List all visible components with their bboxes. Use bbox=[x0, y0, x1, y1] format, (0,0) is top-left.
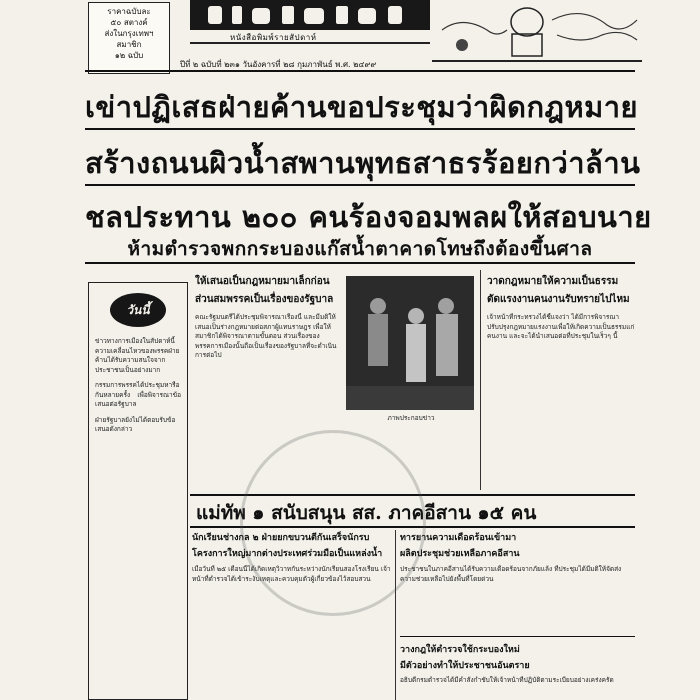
cartoon-illustration-icon bbox=[432, 0, 642, 60]
photo-caption: ภาพประกอบข่าว bbox=[387, 414, 435, 422]
headline-divider bbox=[85, 184, 635, 186]
article-body: อธิบดีกรมตำรวจได้มีคำสั่งกำชับให้เจ้าหน้าที่ปฏิบัติตามระเบียบอย่างเคร่งครัด bbox=[400, 676, 614, 684]
editorial-body bbox=[89, 333, 187, 445]
article-body: เจ้าหน้าที่กระทรวงได้ชี้แจงว่า ได้มีการพิจารณาปรับปรุงกฎหมายแรงงานเพื่อให้เกิดความเป็นธรรมแก่คนงาน และจะได้นำเสนอต่อที่ประชุมในเร็วๆ นี้ bbox=[487, 313, 635, 340]
price-line: ๕๐ สตางค์ bbox=[110, 18, 148, 27]
article-subhead: ส่วนสมพรรคเป็นเรื่องของรัฐบาล bbox=[195, 294, 334, 305]
article-subhead: โครงการใหญ่มากต่างประเทศร่วมมือเป็นแหล่งน้ำ bbox=[192, 549, 383, 559]
editorial-paragraph: กรรมการพรรคได้ประชุมหารือกันหลายครั้ง เพื่อพิจารณาข้อเสนอต่อรัฐบาล bbox=[95, 381, 181, 408]
article-headline: นักเรียนช่างกล ๒ ฝ่ายยกขบวนตีกันเสร็จนักรบ bbox=[192, 533, 370, 543]
headline-1: เข่าปฏิเสธฝ่ายค้านขอประชุมว่าผิดกฎหมาย bbox=[85, 90, 639, 124]
bottom-article bbox=[400, 530, 635, 625]
news-photo bbox=[346, 276, 474, 410]
price-line: ราคาฉบับละ bbox=[107, 7, 151, 16]
headline-divider bbox=[85, 128, 635, 130]
price-line: ๑๒ ฉบับ bbox=[114, 51, 144, 60]
headline-4: ห้ามตำรวจพกกระบองแก๊สน้ำตาคาดโทษถึงต้องขึ้นศาล bbox=[127, 238, 593, 260]
library-stamp bbox=[240, 430, 426, 616]
newspaper-logo bbox=[190, 0, 430, 44]
editorial-box bbox=[88, 282, 188, 700]
masthead-illustration bbox=[432, 0, 642, 62]
issue-date-line: ปีที่ ๒ ฉบับที่ ๒๓๑ วันอังคารที่ ๒๘ กุมภาพันธ์ พ.ศ. ๒๔๙๙ bbox=[180, 60, 377, 69]
banner-headline: แม่ทัพ ๑ สนับสนุน สส. ภาคอีสาน ๑๕ คน bbox=[196, 502, 537, 524]
headline-divider bbox=[85, 262, 635, 264]
article-body: คณะรัฐมนตรีได้ประชุมพิจารณาเรื่องนี้ และมีมติให้เสนอเป็นร่างกฎหมายต่อสภาผู้แทนราษฎร เพื่อให้สมาชิกได้พิจารณาตามขั้นตอน ส่วนเรื่องของพรรคการเมืองนั้นถือเป็นเรื่องของรัฐบาลที่จะดำเนินการต่อไป bbox=[195, 313, 337, 359]
masthead-divider bbox=[85, 70, 635, 72]
article-headline: วาดกฎหมายให้ความเป็นธรรม bbox=[487, 276, 619, 287]
article-headline: วางกฎให้ตำรวจใช้กระบองใหม่ bbox=[400, 645, 520, 655]
masthead-subtitle: หนังสือพิมพ์รายสัปดาห์ bbox=[230, 33, 317, 42]
price-line: สมาชิก bbox=[116, 40, 142, 49]
right-article bbox=[487, 274, 635, 483]
bottom-article bbox=[400, 642, 635, 700]
price-line: ส่งในกรุงเทพฯ bbox=[104, 29, 154, 38]
editorial-paragraph: ฝ่ายรัฐบาลยังไม่ได้ตอบรับข้อเสนอดังกล่าว bbox=[95, 415, 176, 433]
logo-lettering-icon bbox=[190, 0, 430, 30]
article-subhead: ตัดแรงงานคนงานรับทรายไปไหม bbox=[487, 294, 630, 305]
article-headline: ทารยานความเดือดร้อนเข้ามา bbox=[400, 533, 517, 543]
article-headline: ให้เสนอเป็นกฎหมายมาเล็กก่อน bbox=[195, 276, 330, 287]
masthead-price-box bbox=[88, 2, 170, 74]
headline-2: สร้างถนนผิวน้ำสพานพุทธสาธรร้อยกว่าล้าน bbox=[85, 146, 641, 180]
article-divider bbox=[400, 636, 635, 637]
logo-block bbox=[190, 0, 430, 30]
editorial-title: วันนี้ bbox=[110, 293, 166, 327]
article-body: ประชาชนในภาคอีสานได้รับความเดือดร้อนจากภัยแล้ง ที่ประชุมได้มีมติให้จัดส่งความช่วยเหลือไปยังพื้นที่โดยด่วน bbox=[400, 565, 622, 583]
editorial-paragraph: ข่าวทางการเมืองในสัปดาห์นี้ ความเคลื่อนไหวของพรรคฝ่ายค้านได้รับความสนใจจากประชาชนเป็นอย่างมาก bbox=[95, 337, 180, 374]
article-subhead: ผลิตประชุมช่วยเหลือภาคอีสาน bbox=[400, 549, 520, 559]
headline-3: ชลประทาน ๒๐๐ คนร้องจอมพลผให้สอบนาย bbox=[85, 200, 652, 234]
article-subhead: มีตัวอย่างทำให้ประชาชนอันตราย bbox=[400, 661, 530, 671]
article-body: เมื่อวันที่ ๒๕ เดือนนี้ได้เกิดเหตุวิวาทกันระหว่างนักเรียนสองโรงเรียน เจ้าหน้าที่ตำรวจได้เข้าระงับเหตุและควบคุมตัวผู้เกี่ยวข้องไว้สอบสวน bbox=[192, 565, 391, 583]
column-divider bbox=[480, 270, 481, 490]
photo-people-icon bbox=[346, 276, 474, 410]
